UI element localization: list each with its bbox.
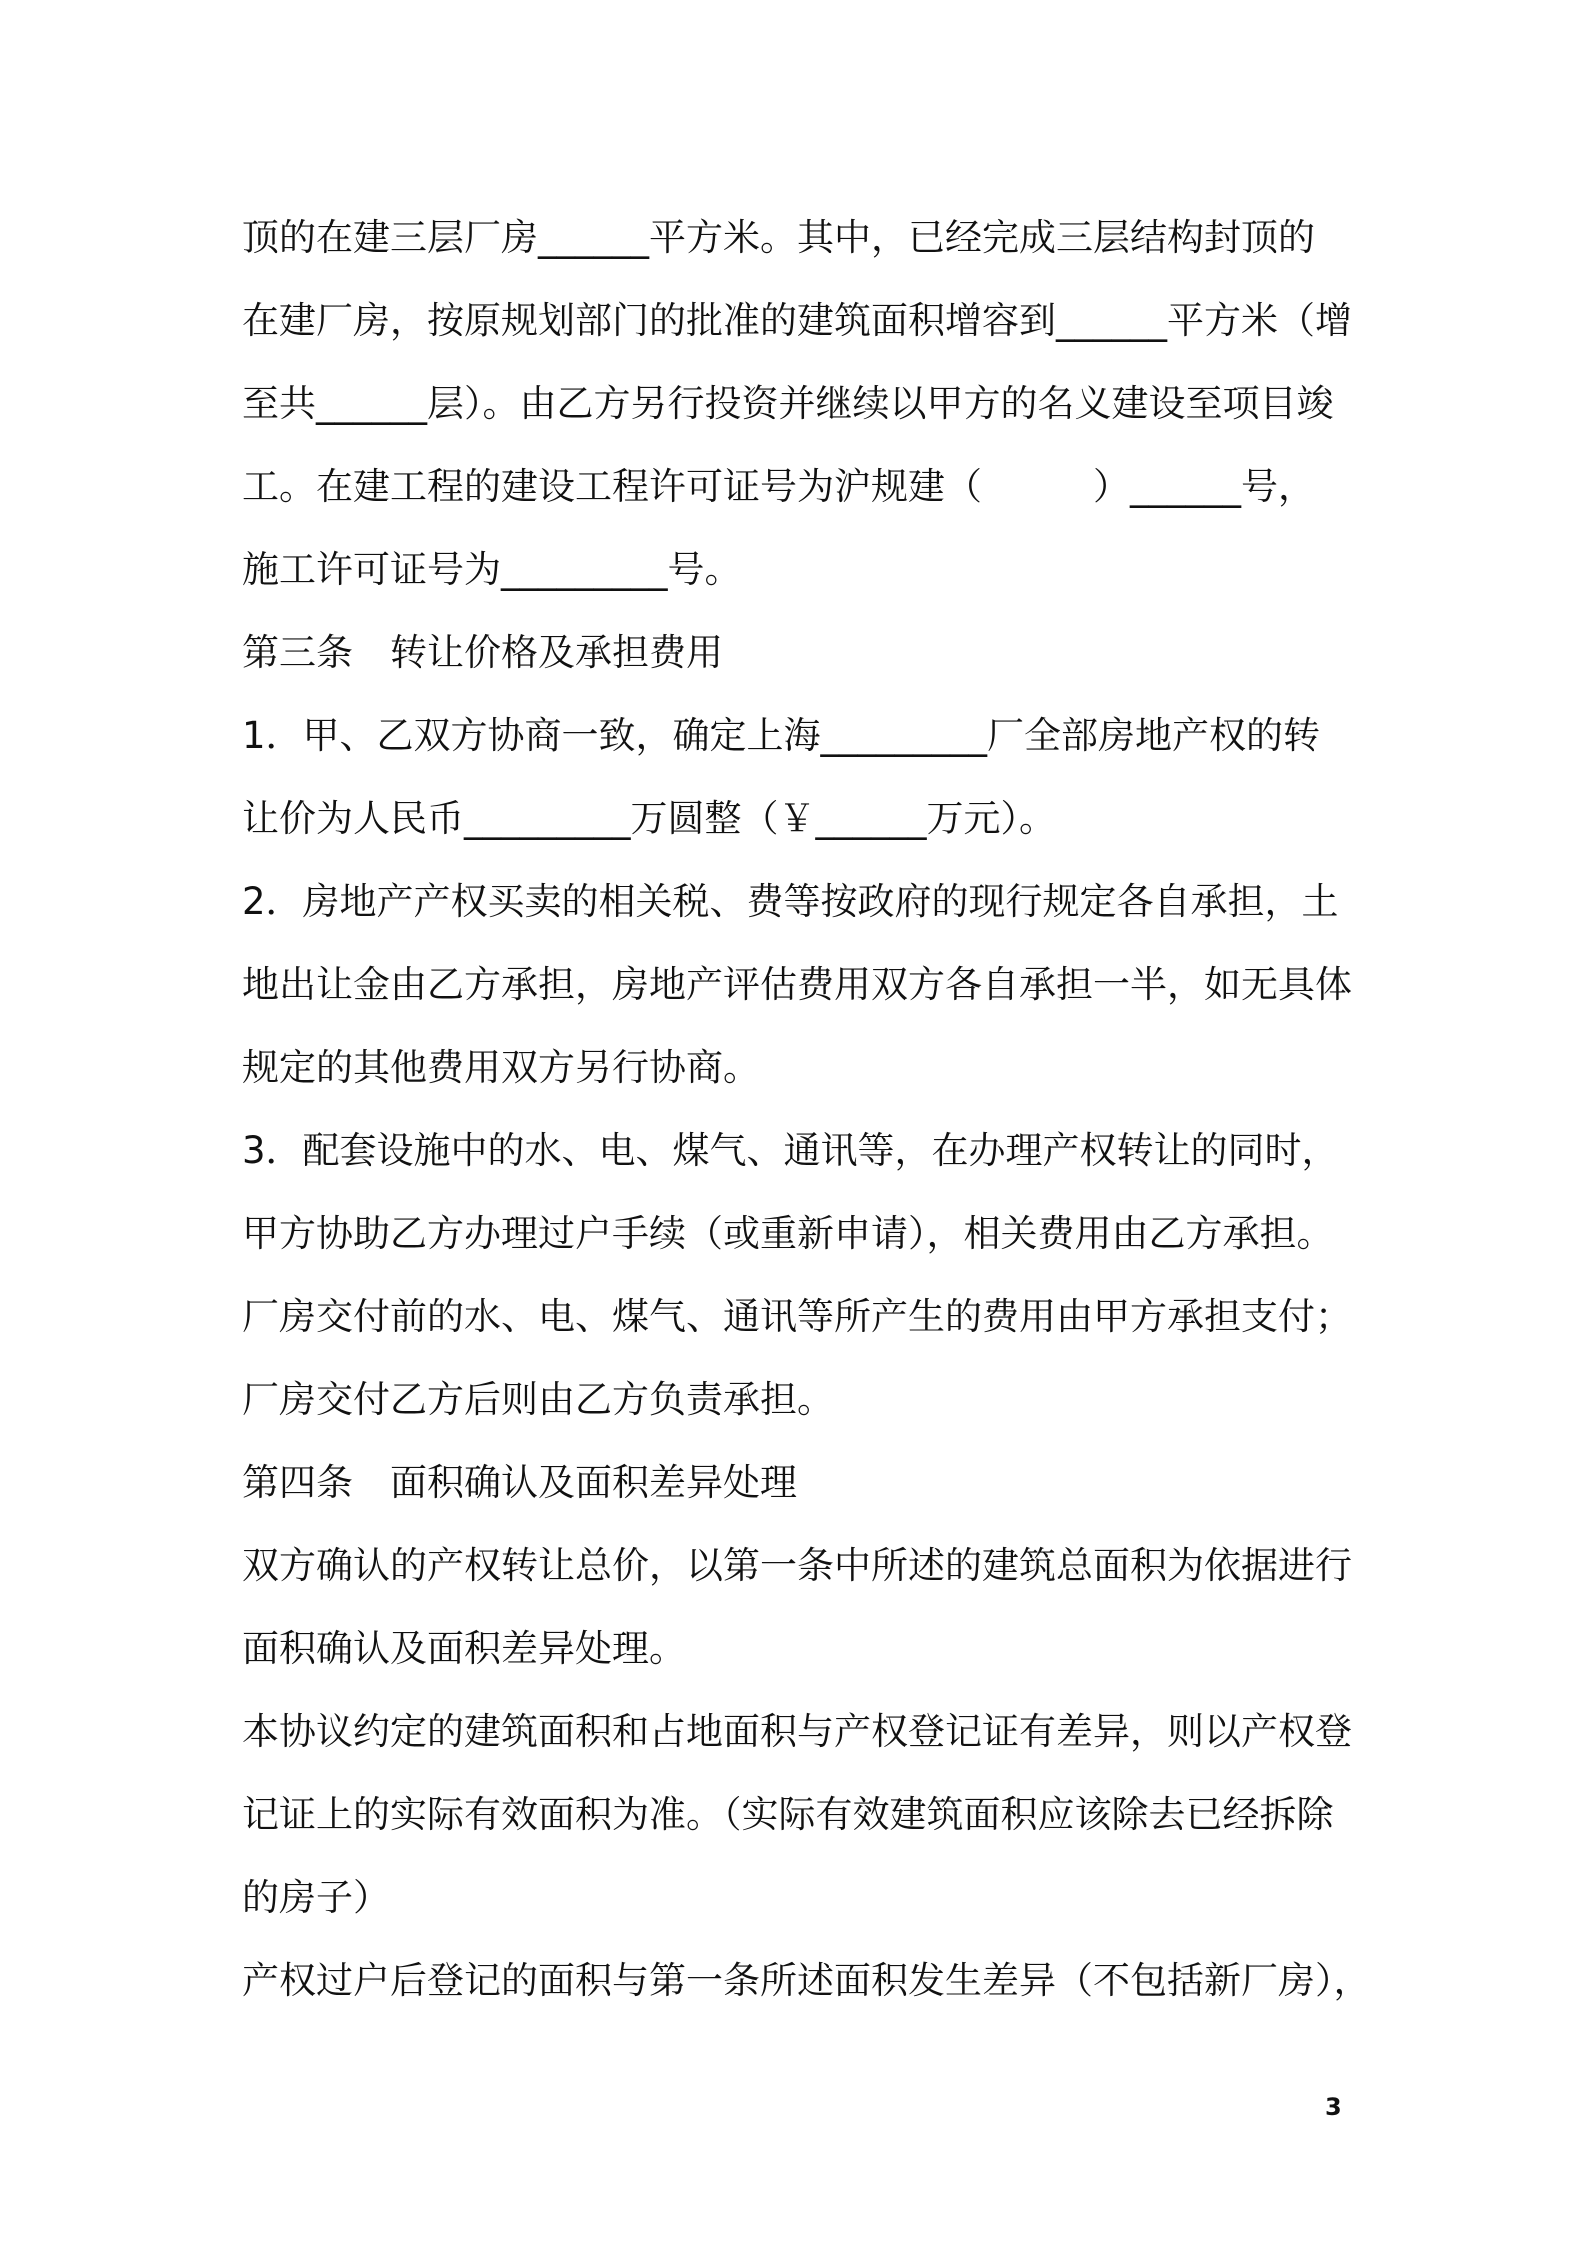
text-line: 双方确认的产权转让总价，以第一条中所述的建筑总面积为依据进行	[242, 1544, 1352, 1587]
text-line: 甲方协助乙方办理过户手续（或重新申请），相关费用由乙方承担。	[242, 1212, 1334, 1255]
text-line: 至共______层）。由乙方另行投资并继续以甲方的名义建设至项目竣	[242, 382, 1334, 425]
text-line: 厂房交付前的水、电、煤气、通讯等所产生的费用由甲方承担支付；	[242, 1295, 1352, 1338]
text-line: 工。在建工程的建设工程许可证号为沪规建（ ）______号，	[242, 465, 1315, 508]
text-line: 规定的其他费用双方另行协商。	[242, 1046, 760, 1089]
text-line: 厂房交付乙方后则由乙方负责承担。	[242, 1378, 834, 1421]
text-line: 3．配套设施中的水、电、煤气、通讯等，在办理产权转让的同时，	[242, 1129, 1339, 1172]
text-line: 产权过户后登记的面积与第一条所述面积发生差异（不包括新厂房），	[242, 1959, 1371, 2002]
text-line: 地出让金由乙方承担，房地产评估费用双方各自承担一半，如无具体	[242, 963, 1352, 1006]
text-line: 1．甲、乙双方协商一致，确定上海_________厂全部房地产权的转	[242, 714, 1321, 757]
section-heading-article-3: 第三条 转让价格及承担费用	[242, 631, 723, 674]
document-body	[242, 196, 1371, 2022]
page-number: 3	[1325, 2093, 1342, 2121]
text-line: 2．房地产产权买卖的相关税、费等按政府的现行规定各自承担，土	[242, 880, 1339, 923]
text-line: 本协议约定的建筑面积和占地面积与产权登记证有差异，则以产权登	[242, 1710, 1352, 1753]
text-line: 在建厂房，按原规划部门的批准的建筑面积增容到______平方米（增	[242, 299, 1352, 342]
text-line: 面积确认及面积差异处理。	[242, 1627, 686, 1670]
text-line: 的房子）	[242, 1876, 390, 1919]
text-line: 顶的在建三层厂房______平方米。其中，已经完成三层结构封顶的	[242, 216, 1315, 259]
text-line: 施工许可证号为_________号。	[242, 548, 742, 591]
text-line: 让价为人民币_________万圆整（￥______万元）。	[242, 797, 1056, 840]
text-line: 记证上的实际有效面积为准。（实际有效建筑面积应该除去已经拆除	[242, 1793, 1334, 1836]
section-heading-article-4: 第四条 面积确认及面积差异处理	[242, 1461, 797, 1504]
